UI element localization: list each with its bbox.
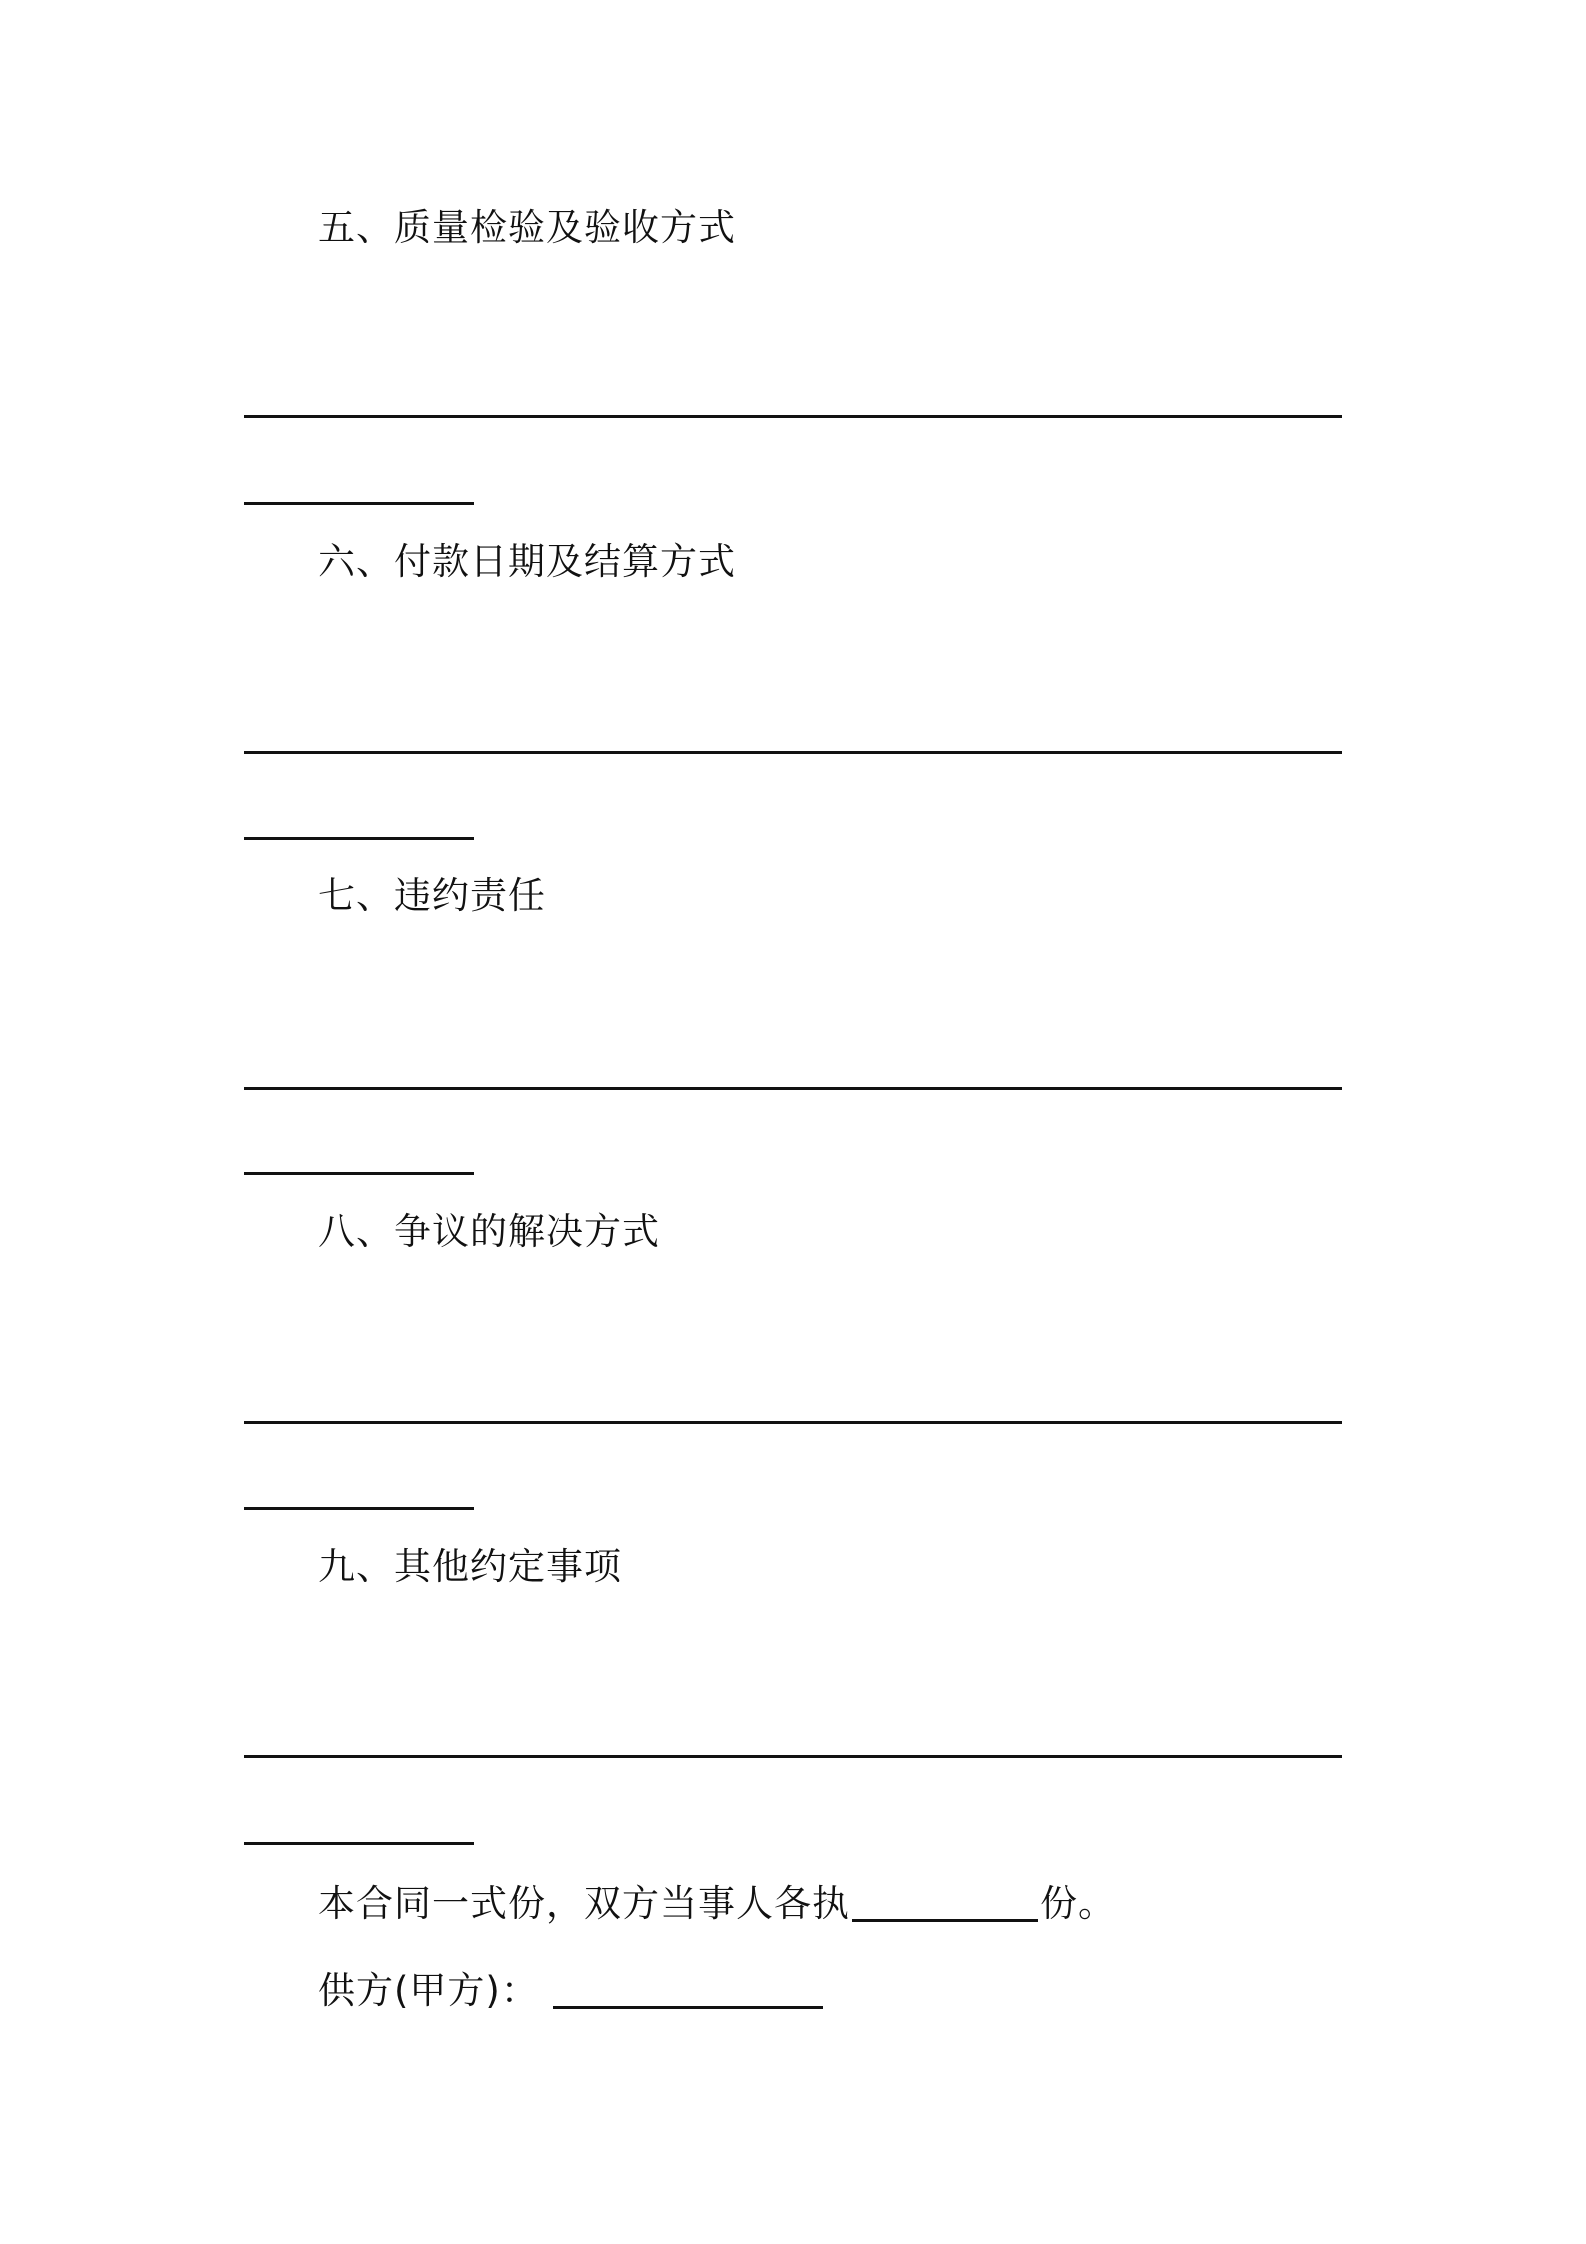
fill-line-long-5 (244, 415, 1342, 418)
section-heading-5: 五、质量检验及验收方式 (318, 206, 736, 249)
fill-line-short-8 (244, 1507, 474, 1510)
copies-clause (318, 1880, 1116, 1928)
section-heading-6: 六、付款日期及结算方式 (318, 540, 736, 583)
copies-prefix: 本合同一式份，双方当事人各执 (318, 1882, 850, 1925)
fill-line-short-5 (244, 502, 474, 505)
fill-line-short-7 (244, 1172, 474, 1175)
section-heading-8: 八、争议的解决方式 (318, 1210, 660, 1253)
fill-line-long-6 (244, 751, 1342, 754)
section-heading-7: 七、违约责任 (318, 874, 546, 917)
section-heading-9: 九、其他约定事项 (318, 1545, 622, 1588)
fill-line-short-9 (244, 1842, 474, 1845)
supplier-blank (553, 2006, 823, 2009)
copies-blank (852, 1919, 1038, 1922)
fill-line-long-7 (244, 1087, 1342, 1090)
fill-line-short-6 (244, 837, 474, 840)
fill-line-long-9 (244, 1755, 1342, 1758)
supplier-signature-line (318, 1967, 825, 2015)
fill-line-long-8 (244, 1421, 1342, 1424)
supplier-label: 供方(甲方)： (318, 1969, 539, 2012)
copies-suffix: 份。 (1040, 1882, 1116, 1925)
